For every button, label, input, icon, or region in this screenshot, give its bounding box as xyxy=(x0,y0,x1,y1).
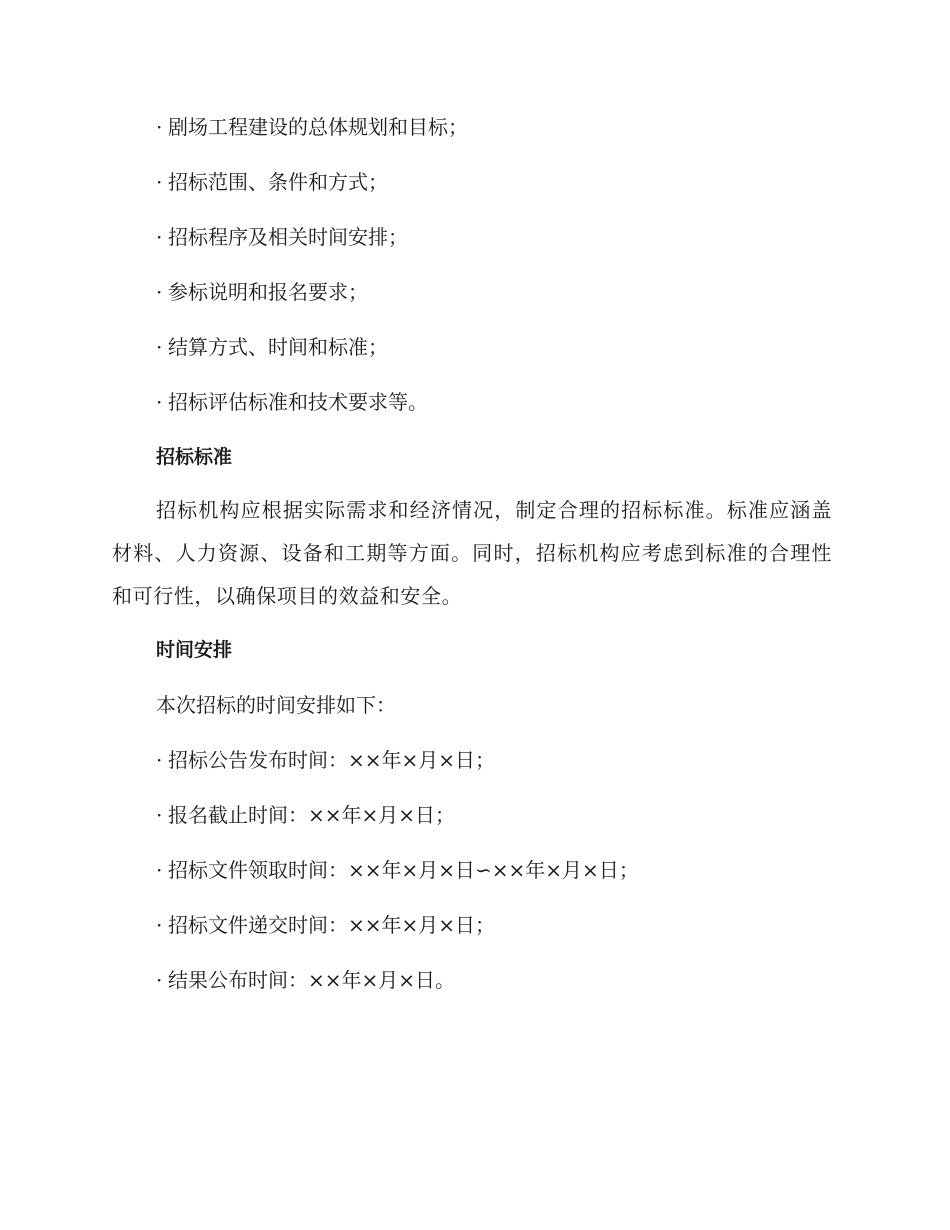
bullet-dot: · xyxy=(156,335,163,359)
bullet-dot: · xyxy=(156,913,163,937)
bullet-dot: · xyxy=(156,225,163,249)
bullet-dot: · xyxy=(156,280,163,304)
list-item xyxy=(156,968,455,992)
list-item-text: 招标公告发布时间：××年×月×日； xyxy=(168,748,496,772)
list-item xyxy=(156,858,639,882)
list-item-text: 参标说明和报名要求； xyxy=(168,280,368,304)
list-item xyxy=(156,115,468,139)
list-item-text: 报名截止时间：××年×月×日； xyxy=(168,803,456,827)
bullet-dot: · xyxy=(156,803,163,827)
list-item xyxy=(156,913,495,937)
list-item-text: 招标文件递交时间：××年×月×日； xyxy=(168,913,496,937)
bullet-dot: · xyxy=(156,170,163,194)
list-item-text: 结算方式、时间和标准； xyxy=(168,335,388,359)
section-paragraph-standards: 招标机构应根据实际需求和经济情况，制定合理的招标标准。标准应涵盖材料、人力资源、设备和工期等方面。同时，招标机构应考虑到标准的合理性和可行性，以确保项目的效益和安全。 xyxy=(112,498,832,608)
bullet-dot: · xyxy=(156,858,163,882)
list-item-text: 招标程序及相关时间安排； xyxy=(168,225,408,249)
list-item-text: 招标文件领取时间：××年×月×日∽××年×月×日； xyxy=(168,858,639,882)
list-item xyxy=(156,335,388,359)
section-intro-schedule: 本次招标的时间安排如下： xyxy=(156,693,396,717)
list-item xyxy=(156,225,408,249)
bullet-dot: · xyxy=(156,390,163,414)
list-item xyxy=(156,390,428,414)
section-heading-schedule: 时间安排 xyxy=(156,639,233,661)
list-item xyxy=(156,803,455,827)
list-item-text: 结果公布时间：××年×月×日。 xyxy=(168,968,456,992)
bullet-dot: · xyxy=(156,115,163,139)
list-item xyxy=(156,170,388,194)
list-item xyxy=(156,748,495,772)
list-item-text: 招标评估标准和技术要求等。 xyxy=(168,390,428,414)
list-item-text: 剧场工程建设的总体规划和目标； xyxy=(168,115,468,139)
bullet-dot: · xyxy=(156,968,163,992)
section-heading-standards: 招标标准 xyxy=(156,446,233,468)
list-item xyxy=(156,280,368,304)
list-item-text: 招标范围、条件和方式； xyxy=(168,170,388,194)
bullet-dot: · xyxy=(156,748,163,772)
